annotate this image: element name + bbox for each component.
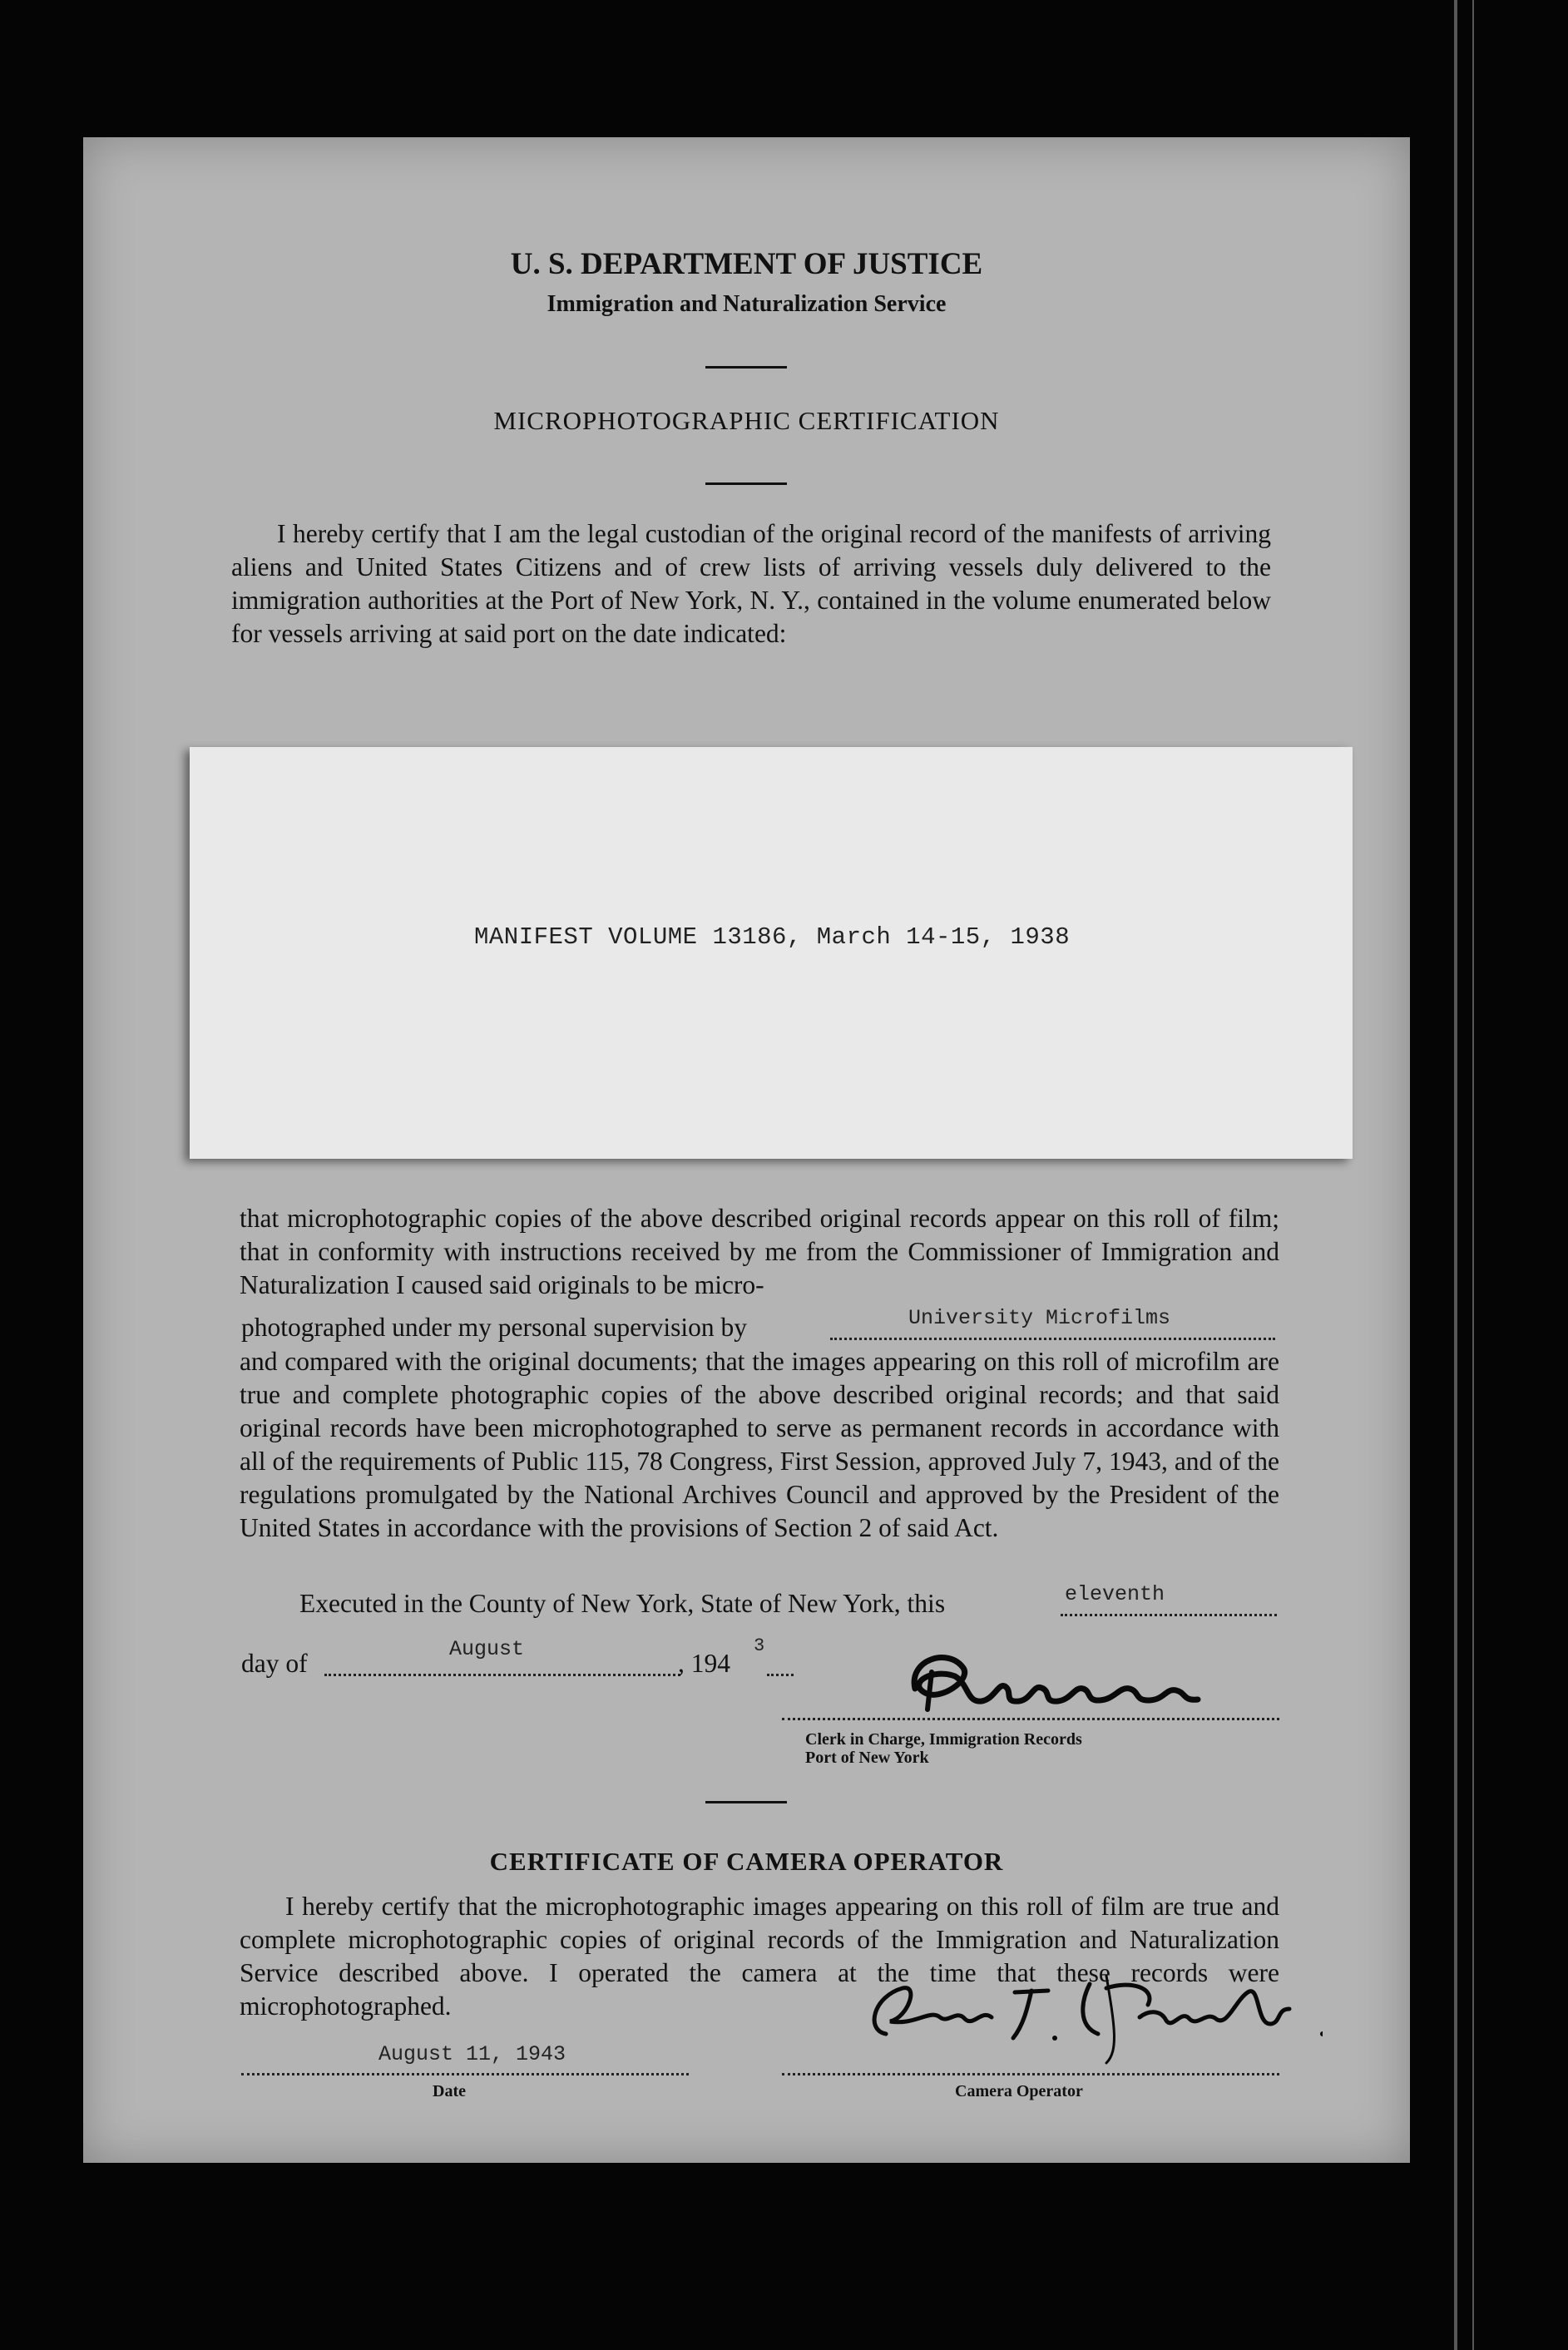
camera-operator-paragraph: I hereby certify that the microphotographic images appearing on this roll of film are true and complete microphotographic copies of original records of the Immigration and Naturalization Service described above. I operated the camera at the time that these records were microphotographed. bbox=[240, 1892, 1279, 2021]
camera-operator-caption: Camera Operator bbox=[955, 2082, 1083, 2100]
camera-operator-heading: CERTIFICATE OF CAMERA OPERATOR bbox=[489, 1847, 1004, 1876]
camera-operator-signature bbox=[857, 1951, 1323, 2067]
year-prefix: , 194 bbox=[678, 1649, 730, 1678]
clerk-signature-line bbox=[782, 1718, 1279, 1720]
certification-heading: MICROPHOTOGRAPHIC CERTIFICATION bbox=[493, 406, 1000, 435]
photographed-by-value: University Microfilms bbox=[908, 1306, 1171, 1330]
film-edge-right bbox=[1472, 0, 1474, 2350]
year-dotted-line bbox=[767, 1674, 794, 1676]
body-paragraph-part2: and compared with the original documents; that the images appearing on this roll of microfilm are true and complete photographic copies of the above described original records; and that said original records have been microphotographed to serve as permanent records in accordance with all of the requirements of Public 115, 78 Congress, First Session, approved July 7, 1943, and of the regulations promulgated by the National Archives Council and approved by the President of the United States in accordance with the provisions of Section 2 of said Act. bbox=[240, 1347, 1279, 1542]
manifest-volume-entry: MANIFEST VOLUME 13186, March 14-15, 1938 bbox=[474, 923, 1071, 951]
camera-operator-signature-line bbox=[782, 2073, 1279, 2075]
section-divider bbox=[705, 1801, 787, 1803]
day-of-label: day of bbox=[241, 1649, 308, 1678]
agency-title: U. S. DEPARTMENT OF JUSTICE bbox=[510, 247, 983, 281]
header-divider-bottom bbox=[705, 482, 787, 485]
photographed-by-label: photographed under my personal supervision by bbox=[241, 1313, 748, 1342]
camera-date-value: August 11, 1943 bbox=[378, 2042, 566, 2066]
service-subtitle: Immigration and Naturalization Service bbox=[547, 291, 947, 317]
custodian-paragraph: I hereby certify that I am the legal custodian of the original record of the manifests of arriving aliens and United States Citizens and of crew lists of arriving vessels duly delivered to the immigration authorities at the Port of New York, N. Y., contained in the volume enumerated below for vessels arriving at said port on the date indicated: bbox=[231, 519, 1271, 648]
header-divider-top bbox=[705, 366, 787, 369]
executed-label: Executed in the County of New York, State of New York, this bbox=[299, 1589, 946, 1618]
film-edge-left bbox=[1454, 0, 1457, 2350]
month-dotted-line bbox=[324, 1674, 680, 1676]
camera-date-caption: Date bbox=[433, 2082, 466, 2100]
clerk-signature bbox=[857, 1643, 1239, 1734]
year-suffix: 3 bbox=[754, 1635, 765, 1656]
photographed-by-dotted-line bbox=[830, 1338, 1275, 1340]
executed-day-value: eleventh bbox=[1065, 1582, 1165, 1606]
executed-day-dotted-line bbox=[1061, 1614, 1277, 1616]
month-value: August bbox=[449, 1637, 525, 1661]
body-paragraph-part1: that microphotographic copies of the above described original records appear on this roll of film; that in conformity with instructions received by me from the Commissioner of Immigration and Naturalization I caused said originals to be micro- bbox=[240, 1204, 1279, 1299]
clerk-caption-line2: Port of New York bbox=[805, 1749, 929, 1767]
camera-date-line bbox=[241, 2073, 689, 2075]
clerk-caption-line1: Clerk in Charge, Immigration Records bbox=[805, 1730, 1082, 1749]
volume-insert-slip bbox=[190, 747, 1353, 1159]
